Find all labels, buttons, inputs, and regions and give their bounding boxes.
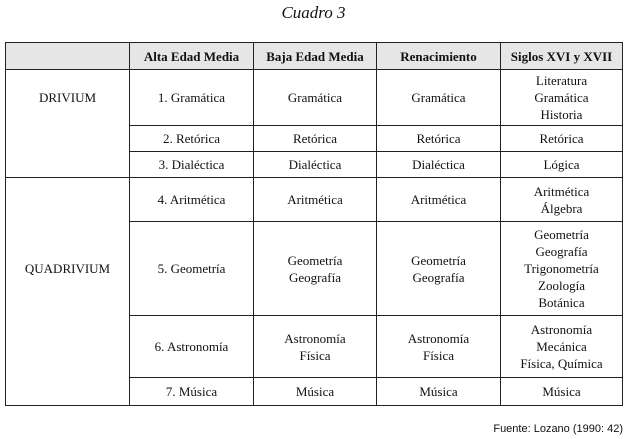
table-row <box>6 70 623 126</box>
cell-alta <box>130 126 254 152</box>
cell-line: Dialéctica <box>412 157 465 172</box>
cell-baja <box>254 70 377 126</box>
group-cell-empty <box>6 126 130 152</box>
cell-line: Aritmética <box>410 192 467 207</box>
cell-alta <box>130 152 254 178</box>
header-renacimiento: Renacimiento <box>377 43 501 70</box>
cell-line: Retórica <box>416 131 461 146</box>
cell-line: Física, Química <box>520 356 603 371</box>
table-title: Cuadro 3 <box>281 3 346 22</box>
cell-line: Astronomía <box>530 322 593 337</box>
cell-baja <box>254 152 377 178</box>
group-cell-empty <box>6 152 130 178</box>
cell-line: 4. Aritmética <box>157 192 226 207</box>
cell-renacimiento <box>377 222 501 316</box>
group-cell-empty <box>6 178 130 222</box>
cell-alta <box>130 222 254 316</box>
cell-baja <box>254 222 377 316</box>
cell-renacimiento <box>377 178 501 222</box>
group-label: QUADRIVIUM <box>6 222 130 316</box>
cell-line: Retórica <box>292 131 338 146</box>
cell-line: 7. Música <box>165 384 218 399</box>
cell-line: Geometría <box>534 227 589 242</box>
cell-line: Literatura <box>535 73 588 88</box>
cell-line: Física <box>422 347 455 363</box>
cell-baja <box>254 126 377 152</box>
cell-renacimiento <box>377 70 501 126</box>
cell-line: Historia <box>540 107 583 122</box>
cell-line: Mecánica <box>536 339 587 354</box>
cell-line: Gramática <box>534 90 589 105</box>
cell-alta <box>130 178 254 222</box>
comparison-table <box>5 42 623 406</box>
cell-line: Música <box>542 384 581 399</box>
cell-siglos <box>501 126 623 152</box>
cell-alta <box>130 378 254 406</box>
cell-siglos <box>501 70 623 126</box>
cell-line: Retórica <box>539 131 584 146</box>
header-siglos-xvi-xvii: Siglos XVI y XVII <box>501 43 623 70</box>
cell-renacimiento <box>377 316 501 378</box>
cell-line: Música <box>419 384 458 399</box>
cell-line: Geometría <box>287 252 343 268</box>
cell-renacimiento <box>377 126 501 152</box>
cell-line: 3. Dialéctica <box>158 157 225 172</box>
group-cell-empty <box>6 378 130 406</box>
group-cell-empty <box>6 316 130 378</box>
group-label: DRIVIUM <box>6 70 130 126</box>
header-baja-edad-media: Baja Edad Media <box>254 43 377 70</box>
cell-line: Aritmética <box>287 192 343 207</box>
cell-baja <box>254 178 377 222</box>
cell-siglos <box>501 222 623 316</box>
cell-line: Geometría <box>411 252 466 268</box>
cell-line: Álgebra <box>540 200 583 216</box>
cell-baja <box>254 378 377 406</box>
cell-line: 2. Retórica <box>162 131 221 146</box>
cell-line: 6. Astronomía <box>154 339 229 354</box>
cell-line: Dialéctica <box>288 157 342 172</box>
cell-line: Geografía <box>289 269 341 285</box>
cell-line: Astronomía <box>284 330 346 346</box>
table-row <box>6 126 623 152</box>
cell-line: Gramática <box>411 90 466 105</box>
table-row <box>6 378 623 406</box>
source-note: Fuente: Lozano (1990: 42) <box>493 423 623 435</box>
cell-line: 5. Geometría <box>157 261 226 276</box>
cell-line: 1. Gramática <box>157 90 226 105</box>
cell-baja <box>254 316 377 378</box>
cell-line: Trigonometría <box>524 261 599 276</box>
cell-alta <box>130 316 254 378</box>
cell-line: Aritmética <box>533 183 590 199</box>
cell-renacimiento <box>377 378 501 406</box>
table-row <box>6 316 623 378</box>
cell-line: Gramática <box>287 90 343 105</box>
cell-line: Geografía <box>412 269 465 285</box>
header-alta-edad-media: Alta Edad Media <box>130 43 254 70</box>
cell-siglos <box>501 178 623 222</box>
cell-line: Física <box>299 347 331 363</box>
cell-renacimiento <box>377 152 501 178</box>
header-row <box>6 43 623 70</box>
cell-line: Botánica <box>538 295 585 310</box>
table-row <box>6 152 623 178</box>
table-row <box>6 178 623 222</box>
cell-siglos <box>501 316 623 378</box>
cell-line: Lógica <box>543 157 580 172</box>
cell-line: Astronomía <box>407 330 470 346</box>
cell-alta <box>130 70 254 126</box>
header-corner <box>6 43 130 70</box>
table-row <box>6 222 623 316</box>
cell-line: Zoología <box>538 278 585 293</box>
cell-line: Música <box>295 384 335 399</box>
cell-siglos <box>501 152 623 178</box>
cell-siglos <box>501 378 623 406</box>
cell-line: Geografía <box>535 244 588 259</box>
